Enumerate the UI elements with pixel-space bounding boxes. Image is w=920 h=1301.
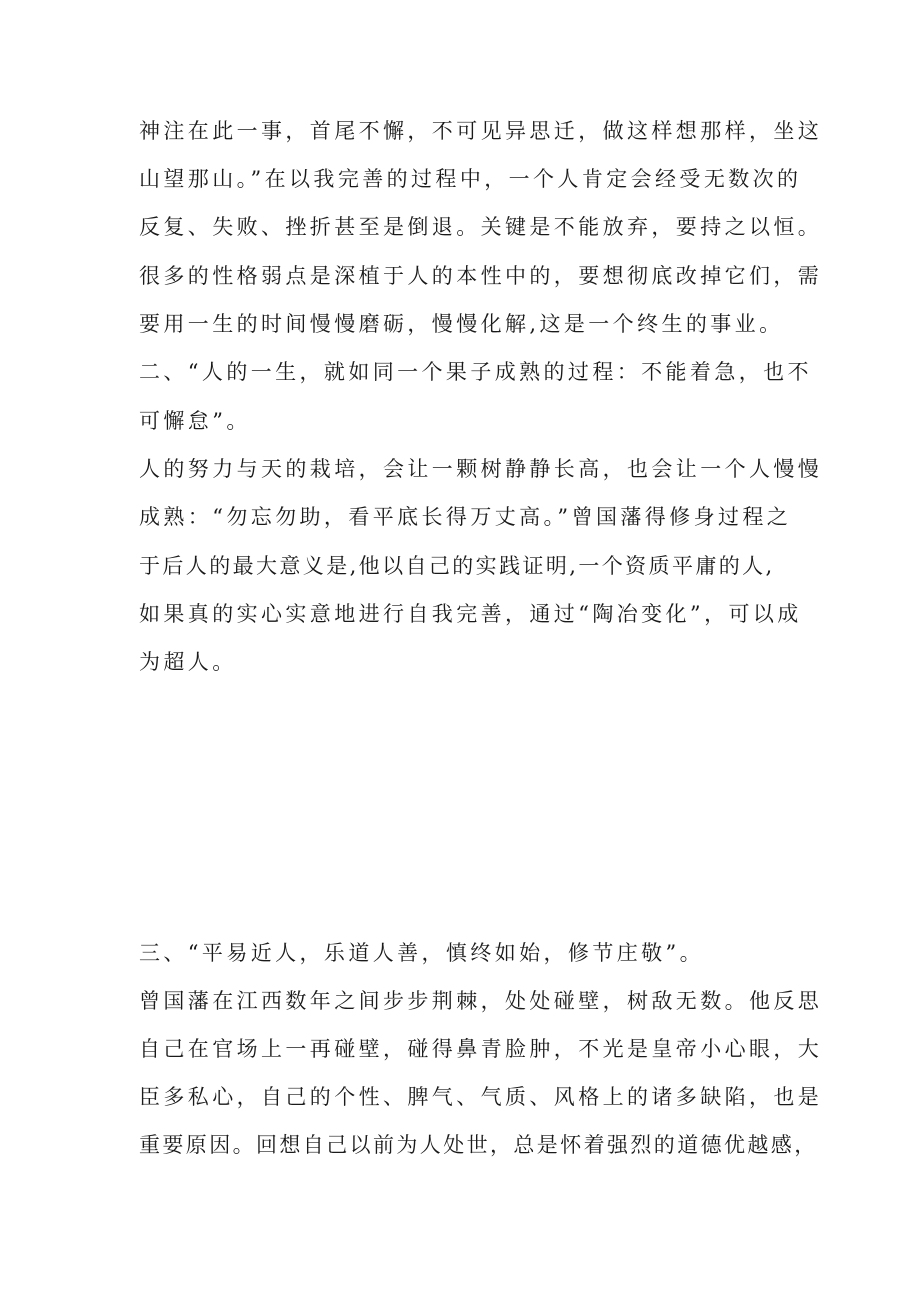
section-heading-three: 三、“平易近人，乐道人善，慎终如始，修节庄敬”。: [139, 941, 705, 965]
section-heading-two: 二、“人的一生，就如同一个果子成熟的过程：不能着急，也不: [139, 360, 812, 384]
section-heading-two-cont: 可懈怠”。: [139, 409, 251, 433]
paragraph-line: 反复、失败、挫折甚至是倒退。关键是不能放弃，要持之以恒。: [139, 215, 823, 239]
paragraph-line: 为超人。: [139, 650, 237, 674]
paragraph-line: 成熟：“勿忘勿助，看平底长得万丈高。”曾国藩得修身过程之: [139, 505, 792, 529]
paragraph-line: 神注在此一事，首尾不懈，不可见异思迁，做这样想那样，坐这: [139, 119, 823, 143]
paragraph-line: 要用一生的时间慢慢磨砺，慢慢化解,这是一个终生的事业。: [139, 312, 784, 336]
paragraph-line: 自己在官场上一再碰壁，碰得鼻青脸肿，不光是皇帝小心眼，大: [139, 1037, 823, 1061]
paragraph-line: 人的努力与天的栽培，会让一颗树静静长高，也会让一个人慢慢: [139, 457, 823, 481]
paragraph-line: 臣多私心，自己的个性、脾气、气质、风格上的诸多缺陷，也是: [139, 1085, 823, 1109]
paragraph-line: 于后人的最大意义是,他以自己的实践证明,一个资质平庸的人,: [139, 554, 775, 578]
paragraph-line: 重要原因。回想自己以前为人处世，总是怀着强烈的道德优越感，: [139, 1133, 818, 1157]
paragraph-line: 山望那山。”在以我完善的过程中，一个人肯定会经受无数次的: [139, 167, 802, 191]
paragraph-line: 曾国藩在江西数年之间步步荆棘，处处碰壁，树敌无数。他反思: [139, 989, 823, 1013]
paragraph-line: 如果真的实心实意地进行自我完善，通过“陶冶变化”，可以成: [139, 602, 802, 626]
paragraph-line: 很多的性格弱点是深植于人的本性中的，要想彻底改掉它们，需: [139, 264, 823, 288]
